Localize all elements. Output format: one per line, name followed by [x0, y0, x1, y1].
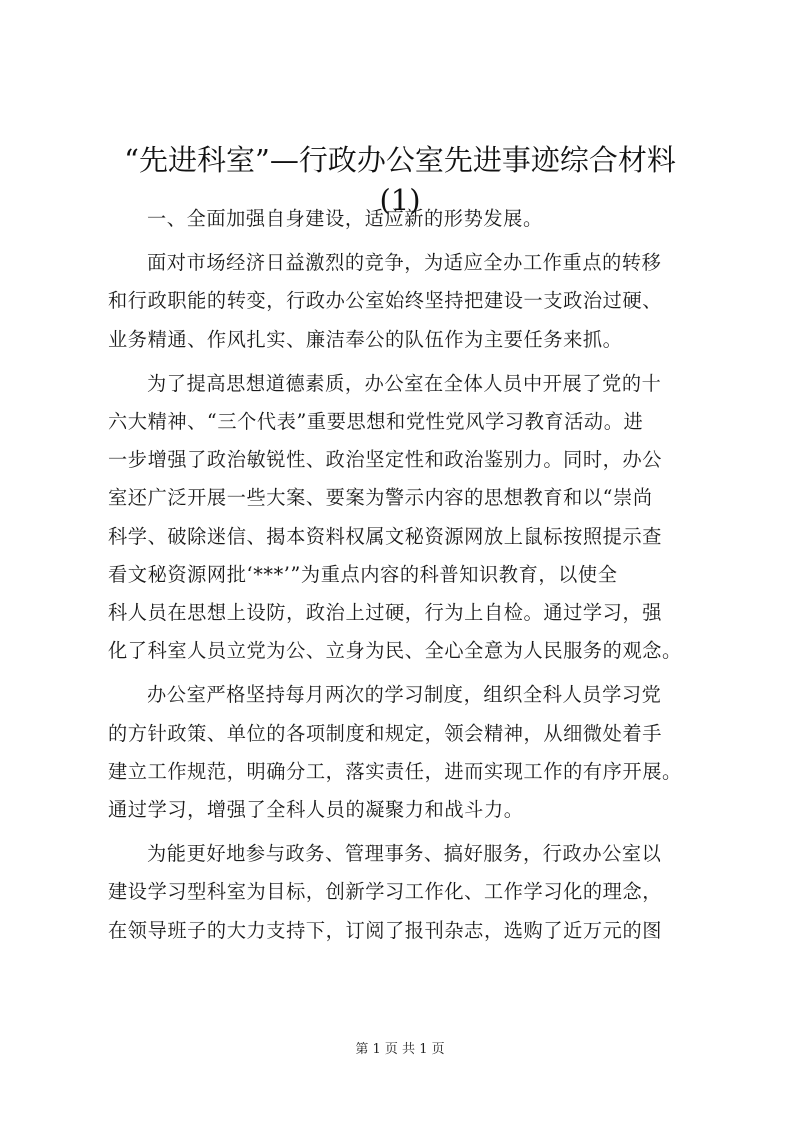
- paragraph-line: 和行政职能的转变，行政办公室始终坚持把建设一支政治过硬、: [108, 289, 663, 313]
- paragraph-line: 科学、破除迷信、揭本资料权属文秘资源网放上鼠标按照提示查: [108, 524, 663, 548]
- paragraph: [108, 676, 712, 829]
- paragraph: [108, 244, 712, 359]
- title-line-1: “先进科室”—行政办公室先进事迹综合材料: [124, 143, 676, 177]
- paragraph: [108, 835, 712, 950]
- paragraph-line: 通过学习，增强了全科人员的凝聚力和战斗力。: [108, 798, 524, 822]
- paragraph-line: 为能更好地参与政务、管理事务、搞好服务，行政办公室以: [147, 842, 662, 866]
- paragraph-line: 业务精通、作风扎实、廉洁奉公的队伍作为主要任务来抓。: [108, 327, 623, 351]
- page-footer: 第 1 页 共 1 页: [355, 1042, 445, 1057]
- paragraph-line: 一、全面加强自身建设，适应新的形势发展。: [147, 207, 543, 230]
- paragraph-line: 建设学习型科室为目标，创新学习工作化、工作学习化的理念，: [108, 880, 663, 904]
- paragraph-line: 在领导班子的大力支持下，订阅了报刊杂志，选购了近万元的图: [108, 918, 663, 942]
- paragraph-line: 六大精神、“三个代表”重要思想和党性党风学习教育活动。进: [108, 410, 644, 434]
- paragraph-line: 化了科室人员立党为公、立身为民、全心全意为人民服务的观念。: [108, 639, 682, 663]
- paragraph-line: 为了提高思想道德素质，办公室在全体人员中开展了党的十: [147, 371, 662, 395]
- paragraph-line: 科人员在思想上设防，政治上过硬，行为上自检。通过学习，强: [108, 601, 663, 625]
- document-body: [108, 200, 712, 956]
- paragraph-line: 的方针政策、单位的各项制度和规定，领会精神，从细微处着手: [108, 721, 663, 745]
- paragraph-line: 看文秘资源网批‘***’”为重点内容的科普知识教育，以使全: [108, 562, 618, 586]
- paragraph-line: 面对市场经济日益激烈的竞争，为适应全办工作重点的转移: [147, 251, 662, 275]
- paragraph-line: 一步增强了政治敏锐性、政治坚定性和政治鉴别力。同时，办公: [108, 448, 663, 472]
- paragraph: [108, 200, 712, 238]
- paragraph-line: 办公室严格坚持每月两次的学习制度，组织全科人员学习党: [147, 683, 662, 707]
- paragraph: [108, 365, 712, 671]
- title-line-2: (1): [379, 183, 421, 217]
- paragraph-line: 室还广泛开展一些大案、要案为警示内容的思想教育和以“崇尚: [108, 486, 653, 510]
- paragraph-line: 建立工作规范，明确分工，落实责任，进而实现工作的有序开展。: [108, 759, 682, 783]
